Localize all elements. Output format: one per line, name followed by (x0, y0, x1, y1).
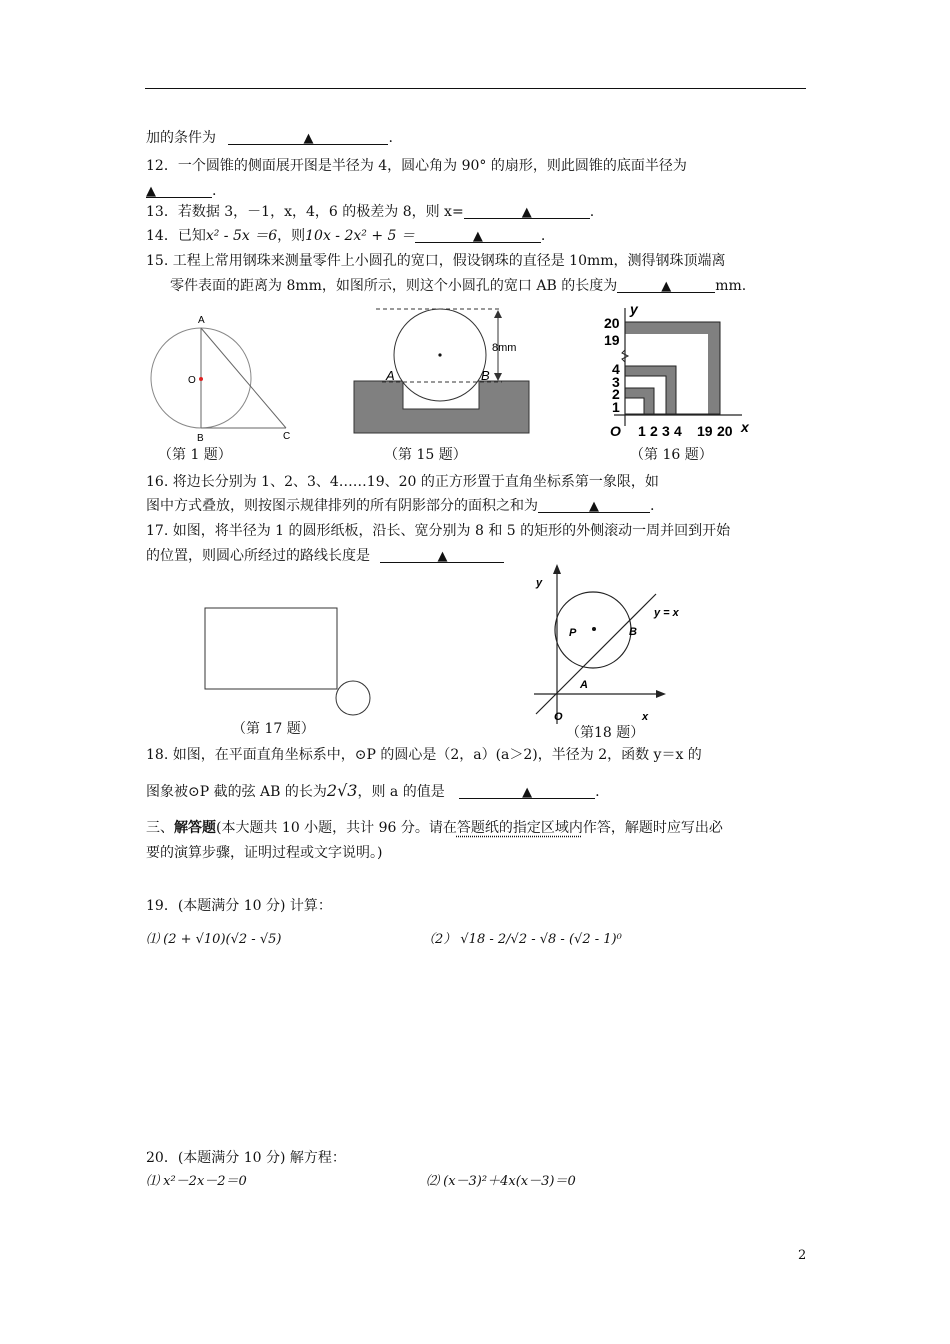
q11-text: 加的条件为 (146, 130, 216, 146)
question-20-part-1 (146, 1172, 247, 1192)
question-18-line2 (146, 781, 600, 802)
question-17-line2 (146, 546, 504, 566)
q20-equation-2: ⑵ (x－3)²＋4x(x－3)＝0 (426, 1174, 576, 1189)
q18-text-2b: ，则 a 的值是 (357, 784, 445, 800)
label-c: C (283, 431, 291, 442)
q14-equation-1: x² - 5x ＝6 (205, 228, 278, 244)
question-12-line2 (146, 181, 216, 201)
y-tick: 1 (612, 399, 620, 415)
y-tick: 2 (612, 386, 620, 402)
question-12 (146, 156, 687, 176)
q18-text-1: 18. 如图，在平面直角坐标系中，⊙P 的圆心是（2，a）(a＞2)，半径为 2，函数 y＝x 的 (146, 747, 702, 763)
question-16 (146, 472, 659, 492)
figure-16-caption: （第 16 题） (630, 447, 713, 463)
question-16-line2 (146, 496, 654, 516)
x-tick: 20 (717, 423, 733, 439)
q16-text-1: 16. 将边长分别为 1、2、3、4……19、20 的正方形置于直角坐标系第一象限，如 (146, 474, 659, 490)
blank-marker: ▲ (437, 549, 448, 564)
q14-mid: ，则 (277, 228, 306, 244)
label-b: B (481, 368, 490, 383)
answer-blank-12[interactable] (146, 181, 212, 198)
square-1 (625, 398, 644, 414)
question-13 (146, 202, 594, 222)
x-tick: 4 (674, 423, 682, 439)
answer-blank-14[interactable] (415, 226, 541, 243)
question-15 (146, 251, 726, 271)
y-tick: 20 (604, 315, 620, 331)
dimension-label: 8mm (492, 342, 517, 354)
q20-equation-1: ⑴ x²－2x－2＝0 (146, 1174, 247, 1189)
question-14 (146, 226, 545, 246)
figure-16 (598, 302, 758, 442)
answer-blank-16[interactable] (538, 496, 650, 513)
y-tick: 19 (604, 332, 620, 348)
q18-end: . (595, 784, 600, 800)
q17-text-1: 17. 如图，将半径为 1 的圆形纸板，沿长、宽分别为 8 和 5 的矩形的外侧滚动一周并回到开始 (146, 523, 731, 539)
figure-1 (146, 312, 296, 444)
figure-15 (352, 303, 532, 437)
q19-expression-2: （2） √18 - 2/√2 - √8 - (√2 - 1)⁰ (422, 932, 622, 947)
x-arrow (656, 690, 666, 698)
x-tick: 3 (662, 423, 670, 439)
x-tick: 2 (650, 423, 658, 439)
label-a: A (580, 679, 588, 691)
q16-text-2: 图中方式叠放，则按图示规律排列的所有阴影部分的面积之和为 (146, 498, 538, 514)
q18-chord-length: 2√3 (326, 781, 358, 800)
label-a: A (198, 315, 205, 326)
answer-blank-17[interactable] (380, 546, 504, 563)
page-number: 2 (798, 1248, 807, 1263)
section-title: 解答题 (174, 820, 216, 836)
q11-end: . (388, 130, 393, 146)
center-point (199, 377, 203, 381)
x-label: x (642, 711, 649, 723)
section-text-emphasis: 答题纸的指定区域内 (456, 820, 583, 836)
section-text-a: (本大题共 10 小题，共计 96 分。请在 (216, 820, 457, 836)
blank-marker: ▲ (589, 499, 599, 514)
question-20 (146, 1148, 346, 1168)
center-p (592, 627, 596, 631)
line-label: y = x (654, 607, 679, 619)
y-label: y (536, 577, 543, 589)
q15-text-1: 15. 工程上常用钢珠来测量零件上小圆孔的宽口，假设钢珠的直径是 10mm，测得钢珠顶端离 (146, 253, 726, 269)
section-number: 三、 (146, 820, 174, 836)
q14-equation-2: 10x - 2x² + 5 ＝ (305, 228, 415, 244)
origin-label: O (610, 423, 621, 439)
q19-heading: 19．(本题满分 10 分) 计算： (146, 898, 332, 914)
rectangle (205, 608, 337, 689)
q14-end: . (540, 228, 546, 244)
answer-blank-11[interactable] (228, 128, 388, 145)
question-19-part-2 (422, 930, 622, 950)
section-text-2: 要的演算步骤，证明过程或文字说明。) (146, 845, 383, 861)
q16-end: . (650, 498, 655, 514)
figure-15-caption: （第 15 题） (384, 447, 467, 463)
blank-marker: ▲ (521, 205, 532, 220)
question-19 (146, 896, 332, 916)
figure-18 (526, 562, 691, 727)
header-rule (145, 88, 806, 89)
label-b: B (629, 626, 637, 638)
arrow-up (494, 310, 502, 318)
question-15-line2 (170, 276, 746, 296)
y-tick: 4 (612, 361, 620, 377)
y-tick: 3 (612, 374, 620, 390)
rolling-disc (336, 681, 370, 715)
figure-1-caption: （第 1 题） (158, 447, 232, 463)
question-11-tail (146, 128, 393, 148)
y-arrow (553, 564, 561, 574)
blank-marker: ▲ (303, 131, 314, 146)
blank-marker: ▲ (661, 279, 672, 294)
q13-end: . (589, 204, 595, 220)
section-3-heading (146, 818, 723, 838)
section-text-b: 作答，解题时应写出必 (582, 820, 723, 836)
q17-text-2: 的位置，则圆心所经过的路线长度是 (146, 548, 370, 564)
arrow-down (494, 373, 502, 381)
question-18 (146, 745, 702, 765)
question-20-part-2 (426, 1172, 576, 1192)
q20-heading: 20．(本题满分 10 分) 解方程： (146, 1150, 346, 1166)
line-y-equals-x (536, 594, 656, 714)
x-tick: 1 (638, 423, 646, 439)
label-o: O (188, 375, 196, 386)
line-ac (201, 328, 286, 428)
y-label: y (630, 302, 638, 317)
q14-prefix: 14．已知 (146, 228, 206, 244)
blank-marker: ▲ (472, 229, 483, 244)
q19-expression-1: ⑴ (2 + √10)(√2 - √5) (146, 932, 282, 947)
q12-end: . (212, 183, 217, 199)
answer-blank-18[interactable] (459, 782, 595, 799)
question-17 (146, 521, 730, 541)
figure-18-caption: （第18 题） (566, 725, 645, 741)
ball-center (438, 353, 441, 356)
blank-marker: ▲ (146, 184, 156, 199)
section-3-line2 (146, 843, 382, 863)
x-tick: 19 (697, 423, 713, 439)
blank-marker: ▲ (522, 785, 533, 800)
q15-end: mm. (715, 278, 747, 294)
answer-blank-13[interactable] (464, 202, 590, 219)
answer-blank-15[interactable] (617, 276, 715, 293)
x-label: x (741, 419, 749, 435)
figure-17 (200, 602, 375, 722)
figure-17-caption: （第 17 题） (232, 721, 315, 737)
question-19-part-1 (146, 930, 281, 950)
q13-text: 13．若数据 3，－1，x，4，6 的极差为 8，则 x= (146, 204, 464, 220)
q18-text-2a: 图象被⊙P 截的弦 AB 的长为 (146, 784, 327, 800)
q12-text: 12．一个圆锥的侧面展开图是半径为 4，圆心角为 90° 的扇形，则此圆锥的底面半径为 (146, 158, 687, 174)
q15-text-2: 零件表面的距离为 8mm，如图所示，则这个小圆孔的宽口 AB 的长度为 (170, 278, 618, 294)
label-a: A (386, 368, 395, 383)
label-b: B (197, 433, 204, 444)
origin-label: O (554, 711, 563, 723)
label-p: P (569, 627, 577, 639)
